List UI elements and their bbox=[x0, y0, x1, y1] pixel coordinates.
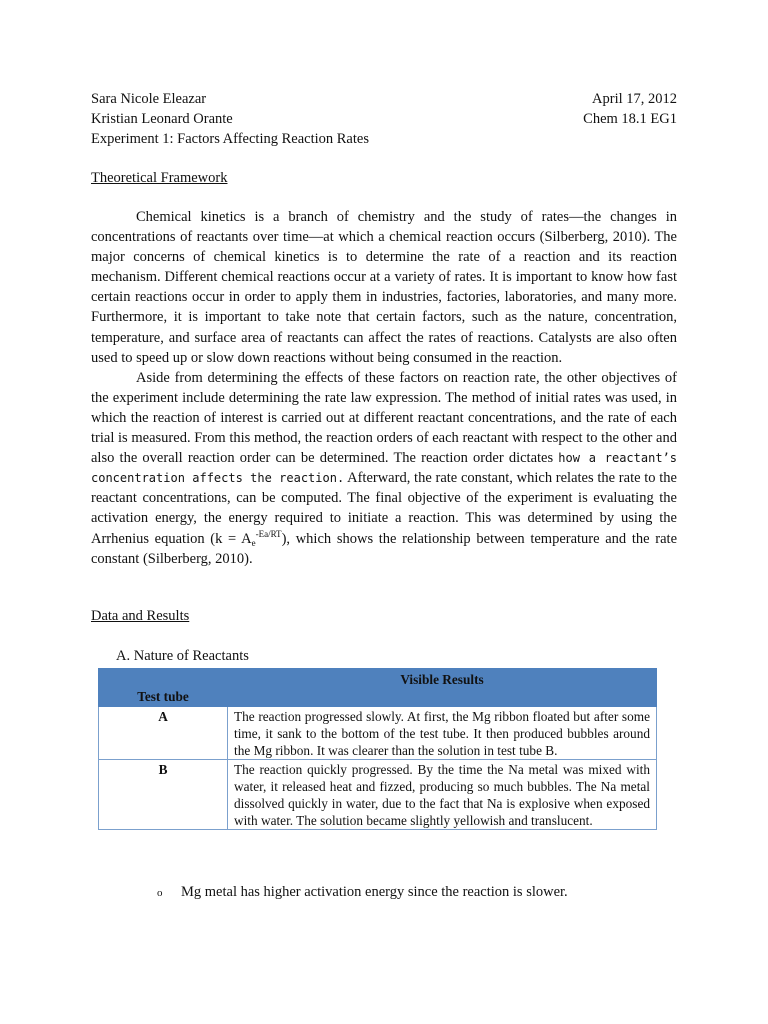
equation-subscript: e bbox=[251, 537, 256, 548]
bullet-text: Mg metal has higher activation energy since the reaction is slower. bbox=[181, 884, 568, 900]
author-name-1: Sara Nicole Eleazar bbox=[91, 91, 207, 107]
paragraph-2-part-c: ), which shows the relationship between temperature and the rate constant (Silberberg, 2010). bbox=[91, 530, 678, 567]
row-description: The reaction quickly progressed. By the time the Na metal was mixed with water, it released heat and fizzed, producing so much bubbles. The Na metal dissolved quickly in water, due to the fact that Na is explosive when exposed with water. The solution became slightly yellowish and translucent. bbox=[228, 760, 657, 830]
row-label: B bbox=[99, 760, 228, 830]
table-row bbox=[99, 760, 657, 830]
theoretical-framework-heading: Theoretical Framework bbox=[91, 170, 228, 186]
experiment-title: Experiment 1: Factors Affecting Reaction Rates bbox=[91, 131, 369, 147]
paragraph-2 bbox=[91, 368, 677, 569]
theoretical-framework-body bbox=[91, 207, 677, 569]
monospace-phrase: how a reactant’s concentration affects the reaction. bbox=[91, 451, 678, 486]
header-test-tube: Test tube bbox=[99, 669, 228, 707]
data-results-heading: Data and Results bbox=[91, 608, 190, 624]
report-date: April 17, 2012 bbox=[592, 91, 677, 107]
bullet-point bbox=[157, 884, 568, 901]
results-table bbox=[98, 668, 657, 830]
course-code: Chem 18.1 EG1 bbox=[583, 111, 677, 127]
table-row bbox=[99, 707, 657, 760]
table-header-row bbox=[99, 669, 657, 707]
paragraph-2-part-a: Aside from determining the effects of these factors on reaction rate, the other objectives of the experiment include determining the rate law expression. The method of initial rates was used, in which the reaction of interest is carried out at different reactant concentrations, and the rate of each trial is measured. From this method, the reaction orders of each reactant with respect to the other and also the overall reaction order can be determined. The reaction order dictates bbox=[91, 369, 677, 467]
row-description: The reaction progressed slowly. At first, the Mg ribbon floated but after some time, it sank to the bottom of the test tube. It then produced bubbles around the Mg ribbon. It was clearer than the solution in test tube B. bbox=[228, 707, 657, 760]
paragraph-2-part-b: Afterward, the rate constant, which relates the rate to the reactant concentrations, can be computed. The final objective of the experiment is evaluating the activation energy, the energy required to initiate a reaction. This was determined by using the Arrhenius equation (k = A bbox=[91, 470, 677, 547]
section-a-title: A. Nature of Reactants bbox=[116, 648, 249, 664]
header-visible-results: Visible Results bbox=[228, 669, 657, 707]
author-name-2: Kristian Leonard Orante bbox=[91, 111, 233, 127]
row-label: A bbox=[99, 707, 228, 760]
equation-superscript: -Ea/RT bbox=[255, 528, 282, 539]
bullet-marker: o bbox=[157, 887, 163, 899]
paragraph-1: Chemical kinetics is a branch of chemistry and the study of rates—the changes in concentrations of reactants over time—at which a chemical reaction occurs (Silberberg, 2010). The major concerns of chemical kinetics is to determine the rate of a reaction and its reaction mechanism. Different chemical reactions occur at a variety of rates. It is important to know how fast certain reactions occur in order to apply them in industries, factories, laboratories, and many more. Furthermore, it is important to take note that certain factors, such as the nature, concentration, temperature, and surface area of reactants can affect the rates of reactions. Catalysts are also often used to speed up or slow down reactions without being consumed in the reaction. bbox=[91, 209, 677, 366]
